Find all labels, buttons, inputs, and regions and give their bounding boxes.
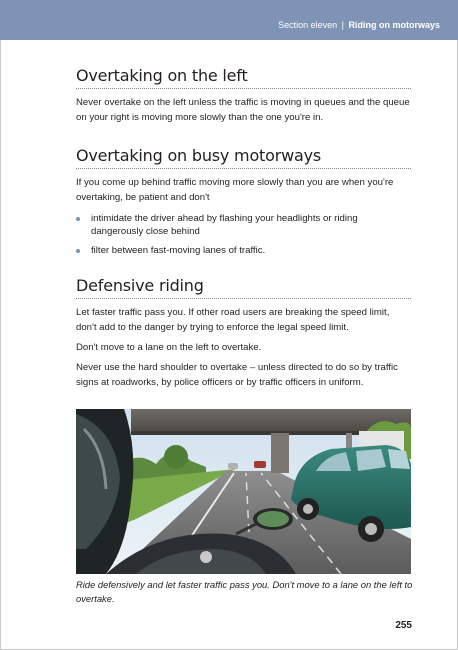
motorway-photo-illustration (76, 409, 411, 574)
section-label: Section eleven (278, 20, 338, 30)
bullet-text: filter between fast-moving lanes of traffic. (91, 245, 266, 256)
chapter-title: Riding on motorways (348, 20, 440, 30)
bullet-item (76, 245, 411, 258)
bullet-item (76, 213, 411, 238)
bullet-text: intimidate the driver ahead by flashing your headlights or riding dangerously close behind (91, 213, 358, 237)
body-paragraph: If you come up behind traffic moving more slowly than you are when you're overtaking, be patient and don't (76, 177, 394, 203)
running-head (278, 20, 440, 30)
section-overtaking-busy (76, 146, 411, 258)
page-number: 255 (395, 620, 412, 631)
photo-caption: Ride defensively and let faster traffic pass you. Don't move to a lane on the left to overtake. (76, 579, 413, 604)
body-paragraph: Let faster traffic pass you. If other road users are breaking the speed limit, don't add to the danger by trying to enforce the legal speed limit. (76, 307, 390, 333)
bullet-list (76, 213, 411, 258)
body-paragraph: Don't move to a lane on the left to overtake. (76, 342, 262, 353)
body-paragraph: Never overtake on the left unless the traffic is moving in queues and the queue on your right is moving more slowly than the one you're in. (76, 97, 410, 123)
body-paragraph: Never use the hard shoulder to overtake – unless directed to do so by traffic signs at roadworks, by police officers or by traffic officers in uniform. (76, 362, 398, 388)
header-band (0, 0, 458, 40)
section-defensive-riding (76, 276, 411, 390)
bullet-dot-icon (76, 245, 82, 258)
section-overtaking-left (76, 66, 411, 125)
section-heading: Defensive riding (76, 276, 411, 299)
section-heading: Overtaking on busy motorways (76, 146, 411, 169)
section-heading: Overtaking on the left (76, 66, 411, 89)
motorway-photo (76, 409, 411, 574)
bullet-dot-icon (76, 213, 82, 226)
running-head-separator: | (341, 20, 344, 30)
